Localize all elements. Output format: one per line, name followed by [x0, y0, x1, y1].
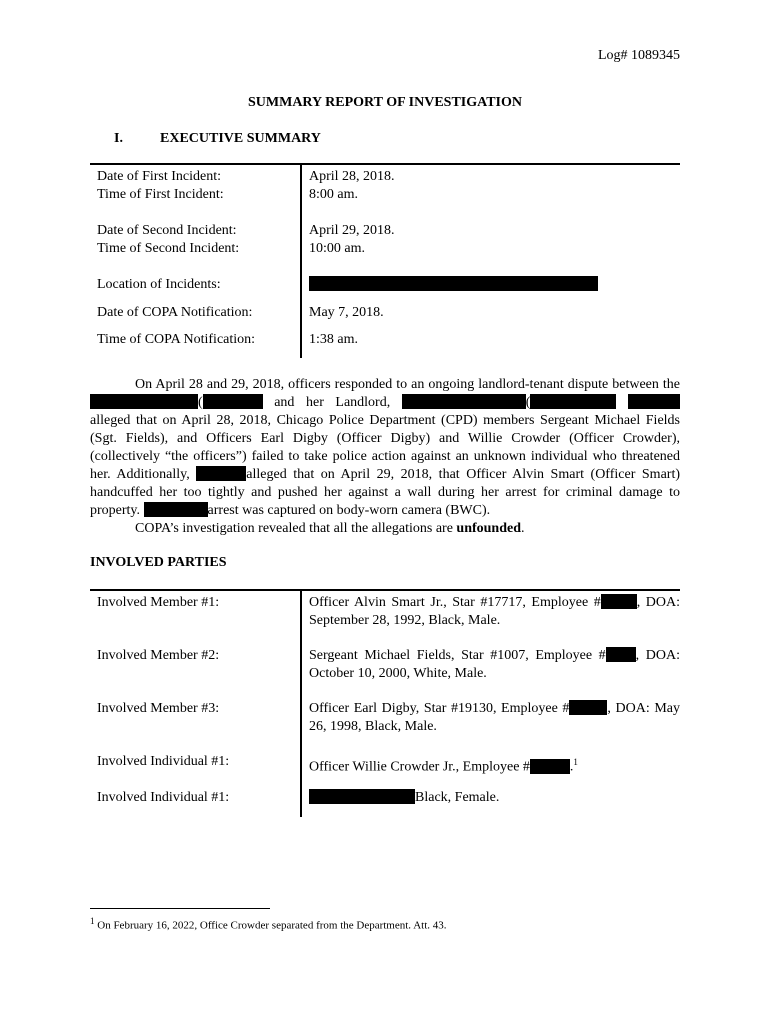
summary-text: COPA’s investigation revealed that all the allegations are	[135, 521, 453, 536]
footnote-text: On February 16, 2022, Office Crowder separated from the Department. Att. 43.	[94, 919, 447, 932]
first-date-label: Date of First Incident:	[97, 169, 222, 184]
member-1-label: Involved Member #1:	[97, 595, 220, 610]
redaction-bar	[196, 466, 246, 481]
redaction-bar	[601, 594, 637, 609]
section-number: I.	[114, 131, 123, 146]
table-top-rule	[90, 163, 680, 165]
involved-heading: INVOLVED PARTIES	[90, 555, 227, 570]
footnote	[90, 916, 447, 932]
redaction-bar	[530, 759, 570, 774]
member-1-value	[309, 594, 680, 630]
redaction-bar	[628, 394, 680, 409]
member-3-text: Officer Earl Digby, Star #19130, Employee #	[309, 701, 570, 716]
copa-time-value: 1:38 am.	[309, 332, 358, 347]
redaction-bar	[90, 394, 198, 409]
second-date-label: Date of Second Incident:	[97, 223, 237, 238]
summary-text: alleged that on April 29, 2018, that Officer Alvin Smart (Officer Smart) handcuffed her too tightly and pushed her against a wall during her arrest for criminal damage to property.	[90, 467, 680, 518]
summary-text: and her Landlord,	[274, 395, 391, 410]
finding-unfounded: unfounded	[456, 521, 521, 536]
copa-time-label: Time of COPA Notification:	[97, 332, 256, 347]
redaction-bar	[530, 394, 616, 409]
member-1-text: Officer Alvin Smart Jr., Star #17717, Employee #	[309, 595, 601, 610]
footnote-rule	[90, 908, 270, 909]
member-1-text: DOA: September 28, 1992, Black, Male.	[309, 595, 681, 628]
location-label: Location of Incidents:	[97, 277, 221, 292]
redaction-bar	[309, 789, 415, 804]
involved-table	[90, 589, 680, 817]
incident-table	[90, 163, 680, 358]
individual-1-value	[309, 753, 680, 777]
first-date-value: April 28, 2018.	[309, 169, 395, 184]
individual-1-text: .	[569, 759, 574, 775]
member-2-text: ,	[635, 648, 640, 663]
member-2-value	[309, 647, 680, 683]
redaction-bar	[144, 502, 208, 517]
summary-text: .	[521, 521, 525, 536]
location-value	[309, 276, 680, 294]
member-1-text: ,	[636, 595, 641, 610]
redaction-bar	[402, 394, 526, 409]
summary-p1	[90, 376, 680, 520]
summary-text: (	[525, 395, 531, 410]
redaction-bar	[606, 647, 636, 662]
member-3-text: May 26, 1998, Black, Male.	[309, 701, 680, 734]
second-date-value: April 29, 2018.	[309, 223, 395, 238]
second-time-label: Time of Second Incident:	[97, 241, 240, 256]
first-time-label: Time of First Incident:	[97, 187, 224, 202]
summary-text: (	[198, 395, 203, 410]
redaction-bar	[569, 700, 607, 715]
table-top-rule	[90, 589, 680, 591]
redaction-bar	[203, 394, 263, 409]
first-time-value: 8:00 am.	[309, 187, 358, 202]
individual-2-label: Involved Individual #1:	[97, 790, 230, 805]
member-3-text: , DOA:	[607, 701, 650, 716]
individual-1-text: Officer Willie Crowder Jr., Employee #	[309, 759, 530, 775]
individual-2-value	[309, 789, 680, 807]
report-title: SUMMARY REPORT OF INVESTIGATION	[248, 95, 522, 110]
summary-text: alleged that on April 28, 2018, Chicago Police Department (CPD) members Sergeant Michael Fields (Sgt. Fields), and Officers Earl Digby (Officer Digby) and Willie Crowder (Officer Crowder), (collectively “the officers”) failed to take police action against an unknown individual who threatened her. Additionally,	[90, 413, 680, 482]
summary-text: On April 28 and 29, 2018, officers responded to an ongoing landlord-tenant dispute between the	[135, 377, 680, 392]
copa-date-label: Date of COPA Notification:	[97, 305, 253, 320]
section-heading	[114, 131, 321, 147]
summary-p2	[90, 520, 680, 538]
log-number: Log# 1089345	[597, 48, 680, 63]
summary-paragraph	[90, 376, 680, 538]
footnote-marker: 1	[90, 916, 95, 926]
summary-text: arrest was captured on body-worn camera (BWC).	[207, 503, 491, 518]
member-3-label: Involved Member #3:	[97, 701, 220, 716]
table-divider	[300, 591, 302, 817]
individual-2-text: Black, Female.	[415, 790, 500, 805]
copa-date-value: May 7, 2018.	[309, 305, 384, 320]
redaction-bar	[309, 276, 598, 291]
member-2-text: Sergeant Michael Fields, Star #1007, Employee #	[309, 648, 606, 663]
section-label: EXECUTIVE SUMMARY	[160, 131, 321, 146]
individual-1-label: Involved Individual #1:	[97, 754, 230, 769]
second-time-value: 10:00 am.	[309, 241, 365, 256]
table-divider	[300, 165, 302, 358]
member-2-text: DOA: October 10, 2000, White, Male.	[309, 648, 680, 681]
footnote-ref[interactable]: 1	[573, 757, 578, 767]
member-2-label: Involved Member #2:	[97, 648, 220, 663]
member-3-value	[309, 700, 680, 736]
